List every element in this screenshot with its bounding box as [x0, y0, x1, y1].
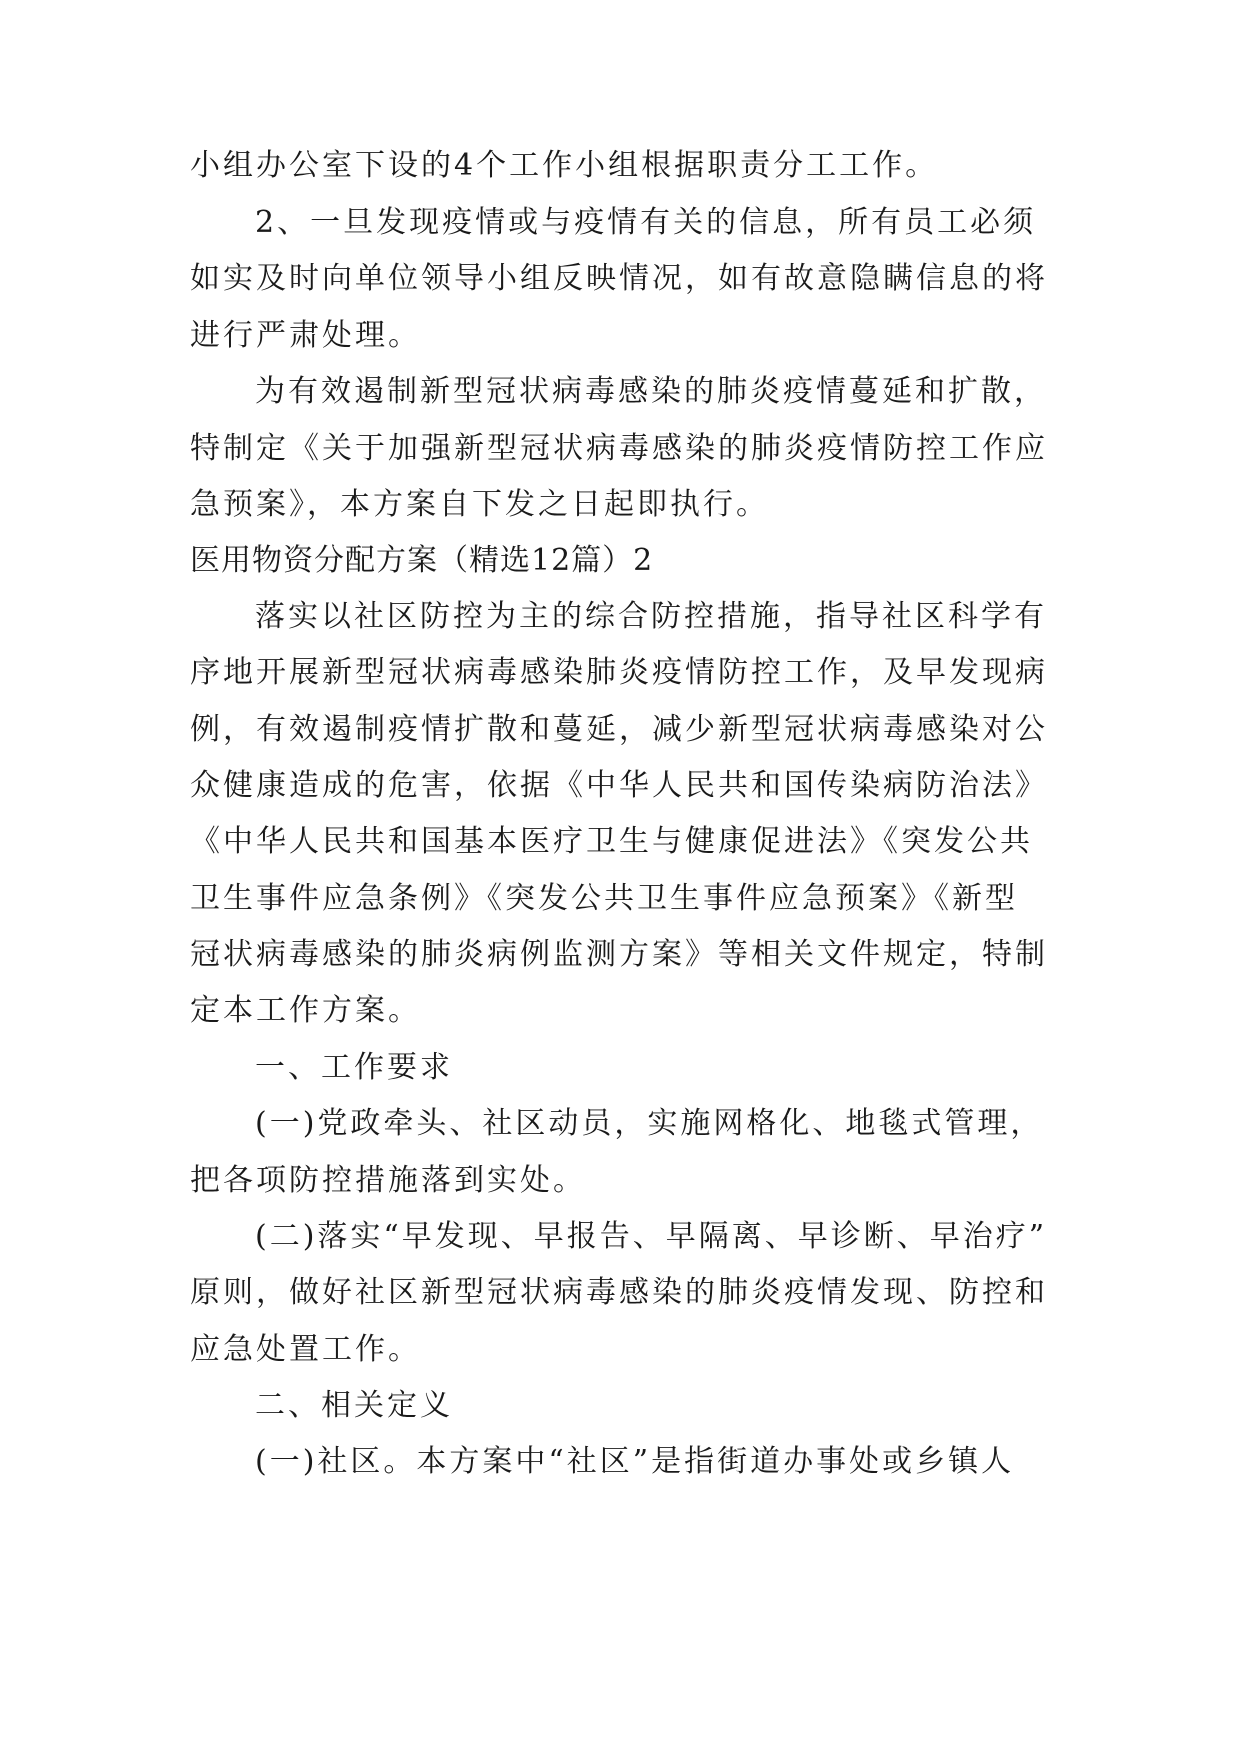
text-line: 如实及时向单位领导小组反映情况，如有故意隐瞒信息的将 [190, 261, 1048, 296]
text-line: 落实以社区防控为主的综合防控措施，指导社区科学有 [255, 599, 1047, 634]
section-heading: 医用物资分配方案（精选12篇）2 [190, 543, 654, 578]
text-line: 众健康造成的危害，依据《中华人民共和国传染病防治法》 [190, 768, 1048, 803]
text-line: 为有效遏制新型冠状病毒感染的肺炎疫情蔓延和扩散， [255, 374, 1047, 409]
text-line: 卫生事件应急条例》《突发公共卫生事件应急预案》《新型 [190, 881, 1018, 916]
text-line: 例，有效遏制疫情扩散和蔓延，减少新型冠状病毒感染对公 [190, 712, 1048, 747]
text-line: (一)党政牵头、社区动员，实施网格化、地毯式管理， [255, 1106, 1044, 1141]
text-line: (一)社区。本方案中“社区”是指街道办事处或乡镇人 [255, 1444, 1015, 1479]
text-line: 二、相关定义 [255, 1388, 453, 1423]
text-line: 定本工作方案。 [190, 993, 421, 1028]
text-line: 一、工作要求 [255, 1050, 453, 1085]
text-line: 应急处置工作。 [190, 1332, 421, 1367]
text-line: 小组办公室下设的4个工作小组根据职责分工工作。 [190, 148, 939, 183]
text-line: (二)落实“早发现、早报告、早隔离、早诊断、早治疗” [255, 1219, 1048, 1254]
text-line: 《中华人民共和国基本医疗卫生与健康促进法》《突发公共 [190, 824, 1033, 859]
text-line: 冠状病毒感染的肺炎病例监测方案》等相关文件规定，特制 [190, 937, 1048, 972]
text-line: 急预案》，本方案自下发之日起即执行。 [190, 487, 769, 522]
text-line: 2、一旦发现疫情或与疫情有关的信息，所有员工必须 [255, 205, 1037, 240]
text-line: 原则，做好社区新型冠状病毒感染的肺炎疫情发现、防控和 [190, 1275, 1048, 1310]
text-line: 序地开展新型冠状病毒感染肺炎疫情防控工作，及早发现病 [190, 655, 1048, 690]
text-line: 把各项防控措施落到实处。 [190, 1163, 586, 1198]
text-line: 特制定《关于加强新型冠状病毒感染的肺炎疫情防控工作应 [190, 431, 1048, 466]
text-line: 进行严肃处理。 [190, 318, 421, 353]
